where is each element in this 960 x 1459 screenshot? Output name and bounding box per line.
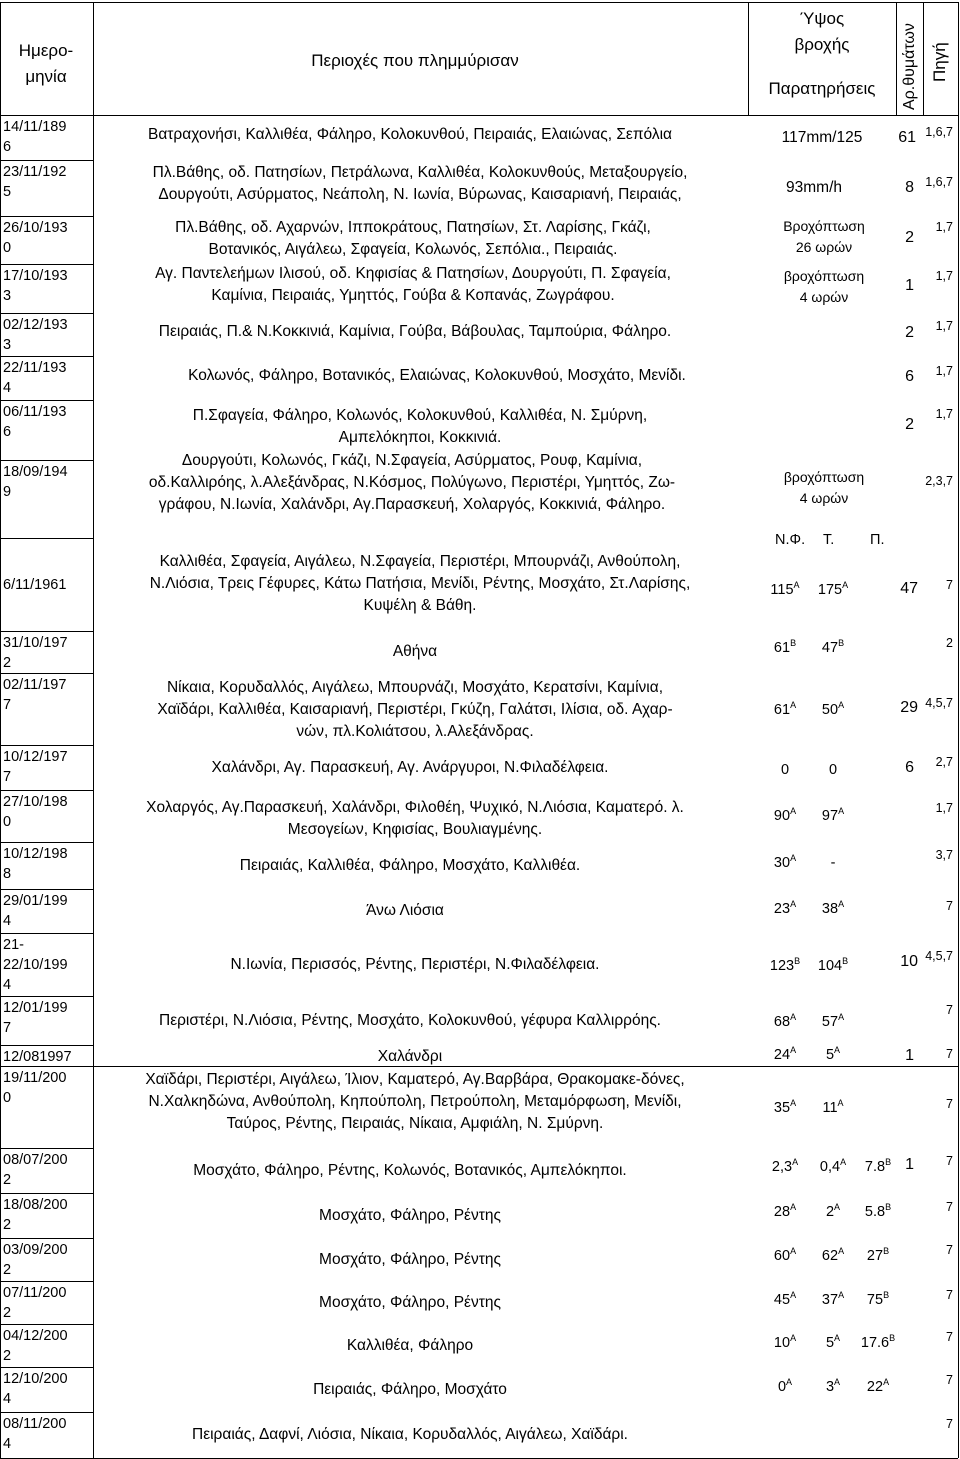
rain-height: 93mm/h [786,179,842,196]
victims-count: 2 [905,229,914,246]
flooded-areas-text: Κολωνός, Φάληρο, Βοτανικός, Ελαιώνας, Κολοκυνθού, Μοσχάτο, Μενίδι. [188,367,686,384]
flooded-areas-text: Χαλάνδρι [377,1048,443,1065]
flooded-areas-text: Χαλάνδρι, Αγ. Παρασκευή, Αγ. Ανάργυροι, Ν.Φιλαδέλφεια. [211,758,609,776]
date-cell: 4 [3,380,12,396]
station-value-t [783,1045,883,1065]
station-marker: Β [883,1246,890,1257]
flooded-areas-text: Αγ. Παντελεήμων Ιλισού, οδ. Κηφισίας & Πατησίων, Δουργούτι, Π. Σφαγεία, [155,265,671,282]
station-header-t: Τ. [823,532,835,548]
date-cell: 0 [3,814,12,830]
flooded-areas-text: Πλ.Βάθης, οδ. Αχαρνών, Ιπποκράτους, Πατησίων, Στ. Λαρίσης, Γκάζι, [175,219,651,236]
station-marker: Α [790,853,797,864]
date-cell: 19/11/200 [3,1070,67,1086]
station-number: 0 [780,762,790,778]
station-number: 45 [773,1292,791,1308]
station-header-p: Π. [870,532,885,548]
station-value-p [828,1246,928,1266]
station-marker: Α [790,1290,797,1301]
victims-count: 8 [905,179,914,196]
flooded-areas-text: Νίκαια, Κορυδαλλός, Αιγάλεω, Μπουρνάζι, Μοσχάτο, Κερατσίνι, Καμίνια, [166,679,664,696]
date-cell: 10/12/198 [3,846,68,862]
date-cell: 26/10/193 [3,220,68,236]
flooded-areas-text: Μοσχάτο, Φάληρο, Ρέντης, Κολωνός, Βοτανικός, Αμπελόκηποι. [193,1161,627,1179]
date-cell: 08/07/200 [3,1152,68,1168]
station-marker: Α [838,899,845,910]
station-number: 22 [866,1379,884,1395]
date-cell: 3 [3,288,12,304]
station-number: 0 [777,1379,787,1395]
victims-count: 6 [905,368,914,385]
flooded-areas-text: Χολαργός, Αγ.Παρασκευή, Χαλάνδρι, Φιλοθέη, Ψυχικό, Ν.Λιόσια, Καματερό. λ. [146,799,684,816]
station-number: 90 [773,808,791,824]
date-cell: 2 [3,1217,12,1233]
source-ref: 2,7 [935,755,953,769]
station-number: 50 [821,702,839,718]
station-marker: Α [790,700,797,711]
date-cell: 06/11/193 [3,404,67,420]
station-header-nf: Ν.Φ. [775,532,806,548]
station-marker: Α [790,1098,797,1109]
station-value-p [825,1377,928,1397]
header-notes-label: Παρατηρήσεις [768,79,876,98]
source-ref: 1,7 [935,801,953,815]
station-number: 17.6 [860,1335,890,1351]
date-cell: 22/10/199 [3,957,68,973]
victims-count: 2 [905,324,914,341]
date-cell: 0 [3,1090,12,1106]
date-cell: 02/11/197 [3,677,67,693]
station-number: 97 [821,808,839,824]
row-separator [0,1324,93,1325]
date-cell: 2 [3,1305,12,1321]
date-cell: 03/09/200 [3,1242,68,1258]
date-cell: 6 [3,139,12,155]
station-number: 10 [773,1335,791,1351]
date-cell: 5 [3,184,12,200]
date-cell: 2 [3,1348,12,1364]
flooded-areas-text: Αμπελόκηποι, Κοκκινιά. [338,429,502,446]
station-marker: Α [842,580,849,591]
source-ref: 3,7 [935,848,953,862]
source-ref: 7 [946,1003,953,1017]
date-cell: 12/01/199 [3,1000,68,1016]
source-ref: 7 [946,1154,953,1168]
date-cell: 10/12/197 [3,749,68,765]
source-ref: 1,6,7 [925,125,953,139]
station-value-t [783,853,883,873]
flooded-areas-text: Ν.Ιωνία, Περισσός, Ρέντης, Περιστέρι, Ν.Φιλαδέλφεια. [230,955,600,973]
station-marker: Α [790,1045,797,1056]
station-marker: Α [834,1333,841,1344]
station-number: 0 [828,762,838,778]
station-number: 23 [773,901,791,917]
rain-duration: βροχόπτωση [783,268,865,284]
victims-count: 1 [905,1047,914,1064]
date-cell: 2 [3,655,12,671]
station-number: 2 [825,1204,835,1220]
station-marker: Α [838,806,845,817]
station-value-t [783,580,883,600]
date-cell: 0 [3,240,12,256]
row-separator [0,264,93,265]
row-separator [0,1367,93,1368]
flooded-areas-text: Βοτανικός, Αιγάλεω, Σφαγεία, Κολωνός, Σεπόλια., Πειραιάς. [208,241,618,258]
station-number: 5 [825,1335,835,1351]
victims-count: 10 [900,953,918,970]
station-number: 61 [773,640,791,656]
flooded-areas-text: Καμίνια, Πειραιάς, Υμηττός, Γούβα & Κοπανάς, Ζωγράφου. [211,287,615,304]
station-number: 35 [773,1100,791,1116]
date-cell: 9 [3,484,12,500]
row-separator [0,460,93,461]
date-cell: 4 [3,1436,12,1452]
date-cell: 2 [3,1172,12,1188]
date-cell: 22/11/193 [3,360,67,376]
station-number: 61 [773,702,791,718]
row-separator [0,538,93,539]
station-marker: Β [790,638,797,649]
date-cell: 6 [3,424,12,440]
date-cell: 27/10/198 [3,794,68,810]
flooded-areas-text: Ταύρος, Ρέντης, Πειραιάς, Νίκαια, Αμφιάλη, Ν. Σμύρνη. [226,1115,604,1132]
station-number: 30 [773,855,791,871]
header-divider [0,115,958,116]
header-source-label: Πηγή [930,42,949,82]
station-number: 27 [866,1248,884,1264]
station-value-t [780,760,883,780]
source-ref: 7 [946,578,953,592]
flooded-areas-text: Άνω Λιόσια [366,902,444,919]
date-cell: 4 [3,1391,12,1407]
flooded-areas-text: Καλλιθέα, Σφαγεία, Αιγάλεω, Ν.Σφαγεία, Περιστέρι, Μπουρνάζι, Ανθούπολη, [159,553,681,570]
station-number: 24 [773,1047,791,1063]
rain-duration: Βροχόπτωση [783,218,865,234]
station-number: 123 [769,958,795,974]
station-marker: Α [834,1202,841,1213]
station-number: 5 [825,1047,835,1063]
flooded-areas-text: Περιστέρι, Ν.Λιόσια, Ρέντης, Μοσχάτο, Κολοκυνθού, γέφυρα Καλλιρρόης. [159,1011,661,1029]
header-victims-label: Αρ.θυμάτων [901,23,918,110]
source-ref: 7 [946,899,953,913]
date-cell: 6/11/1961 [3,577,67,593]
date-cell: 23/11/192 [3,164,67,180]
row-separator [0,996,93,997]
row-separator [0,216,93,217]
station-number: 60 [773,1248,791,1264]
victims-count: 1 [905,1156,914,1173]
rain-duration: 4 ωρών [799,490,849,506]
flooded-areas-text: Κυψέλη & Βάθη. [363,597,477,614]
station-number: 47 [821,640,839,656]
rain-duration: 26 ωρών [795,239,853,255]
station-value-p [828,1290,928,1310]
flooded-areas-text: γράφου, Ν.Ιωνία, Χαλάνδρι, Αγ.Παρασκευή, Χολαργός, Κοκκινιά, Φάληρο. [158,496,666,513]
row-separator [0,790,93,791]
flooded-areas-text: οδ.Καλλιρόης, λ.Αλεξάνδρας, Ν.Κόσμος, Πολύγωνο, Περιστέρι, Υμηττός, Ζω- [148,474,676,491]
station-marker: Α [883,1377,890,1388]
station-marker: Α [838,1290,845,1301]
date-cell: 2 [3,1262,12,1278]
station-marker: Α [790,1333,797,1344]
date-cell: 8 [3,866,12,882]
victims-count: 2 [905,416,914,433]
station-marker: Β [794,956,801,967]
row-separator [0,160,93,161]
date-cell: 7 [3,697,12,713]
source-ref: 7 [946,1288,953,1302]
station-marker: Β [842,956,849,967]
date-cell: 4 [3,977,12,993]
station-value-p [828,1157,928,1177]
date-cell: 7 [3,1020,12,1036]
flooded-areas-text: Χαϊδάρι, Περιστέρι, Αιγάλεω, Ίλιον, Καματερό, Αγ.Βαρβάρα, Θρακομακε-δόνες, [145,1071,685,1088]
station-number: - [830,855,836,871]
station-marker: Α [840,1157,847,1168]
flooded-areas-text: Πειραιάς, Καλλιθέα, Φάληρο, Μοσχάτο, Καλλιθέα. [239,856,581,874]
row-separator [0,1045,93,1046]
date-cell: 7 [3,769,12,785]
date-cell: 31/10/197 [3,635,68,651]
station-number: 5.8 [864,1204,886,1220]
row-separator [0,1148,93,1149]
source-ref: 7 [946,1047,953,1061]
date-cell: 12/10/200 [3,1371,68,1387]
rain-duration: βροχόπτωση [783,469,865,485]
station-value-p [825,1333,928,1353]
source-ref: 2 [946,636,953,650]
flooded-areas-text: Μοσχάτο, Φάληρο, Ρέντης [319,1293,501,1311]
station-number: 11 [822,1100,838,1116]
source-ref: 4,5,7 [925,696,953,710]
row-separator [0,1281,93,1282]
row-separator [0,1238,93,1239]
flooded-areas-text: Χαϊδάρι, Καλλιθέα, Καισαριανή, Περιστέρι, Γκύζη, Γαλάτσι, Ιλίσια, οδ. Αχαρ- [157,701,673,718]
victims-count: 29 [900,699,918,716]
station-marker: Α [792,1157,799,1168]
date-cell: 08/11/200 [3,1416,67,1432]
flooded-areas-text: Δουργούτι, Κολωνός, Γκάζι, Ν.Σφαγεία, Ασύρματος, Ρουφ, Καμίνια, [181,452,643,469]
station-value-t [783,1098,883,1118]
station-marker: Α [834,1377,841,1388]
station-number: 28 [773,1204,791,1220]
station-marker: Α [790,1012,797,1023]
flooded-areas-text: Πλ.Βάθης, οδ. Πατησίων, Πετράλωνα, Καλλιθέα, Κολοκυνθούς, Μεταξουργείο, [152,164,688,181]
station-number: 7.8 [864,1159,886,1175]
date-cell: 29/01/199 [3,893,68,909]
source-ref: 1,7 [935,220,953,234]
station-number: 104 [817,958,843,974]
row-separator [0,313,93,314]
date-cell: 02/12/193 [3,317,68,333]
source-ref: 1,6,7 [925,175,953,189]
station-marker: Α [838,700,845,711]
date-cell: 18/08/200 [3,1197,68,1213]
station-marker: Α [837,1098,844,1109]
station-number: 175 [817,582,843,598]
flooded-areas-text: Ν.Λιόσια, Τρεις Γέφυρες, Κάτω Πατήσια, Μενίδι, Ρέντης, Μοσχάτο, Στ.Λαρίσης, [149,575,691,592]
row-separator [0,842,93,843]
victims-count: 61 [898,129,916,146]
date-cell: 04/12/200 [3,1328,68,1344]
flooded-areas-text: Μεσογείων, Κηφισίας, Βουλιαγμένης. [287,821,543,838]
source-ref: 7 [946,1200,953,1214]
station-value-t [783,1012,883,1032]
row-separator [0,889,93,890]
victims-count: 47 [900,580,918,597]
header-rain-label: βροχής [794,35,850,54]
station-marker: Α [790,1202,797,1213]
station-number: 2,3 [771,1159,793,1175]
station-number: 57 [821,1014,839,1030]
flooded-areas-text: Αθήνα [392,643,438,660]
flooded-areas-text: Ν.Χαλκηδώνα, Ανθούπολη, Κηπούπολη, Πετρούπολη, Μεταμόρφωση, Μενίδι, [148,1093,682,1110]
header-areas-label: Περιοχές που πλημμύρισαν [311,51,519,70]
source-ref: 1,7 [935,407,953,421]
station-number: 38 [821,901,839,917]
flooded-areas-text: Μοσχάτο, Φάληρο, Ρέντης [319,1206,501,1224]
flooded-areas-text: νών, πλ.Κολιάτσου, λ.Αλεξάνδρας. [296,723,534,740]
source-ref: 7 [946,1330,953,1344]
station-marker: Α [838,1012,845,1023]
source-ref: 1,7 [935,319,953,333]
source-ref: 1,7 [935,364,953,378]
station-number: 75 [866,1292,884,1308]
date-cell: 17/10/193 [3,268,68,284]
row-separator [0,745,93,746]
header-rain-label: Ύψος [799,9,845,28]
source-ref: 2,3,7 [925,474,953,488]
flooded-areas-text: Π.Σφαγεία, Φάληρο, Κολωνός, Κολοκυνθού, Καλλιθέα, Ν. Σμύρνη, [192,407,648,424]
source-ref: 7 [946,1243,953,1257]
station-marker: Α [790,806,797,817]
flooded-areas-text: Βατραχονήσι, Καλλιθέα, Φάληρο, Κολοκυνθού, Πειραιάς, Ελαιώνας, Σεπόλια [148,126,672,143]
source-ref: 7 [946,1097,953,1111]
date-column-divider [93,2,94,1458]
station-marker: Β [838,638,845,649]
flooded-areas-text: Καλλιθέα, Φάληρο [346,1336,474,1354]
station-number: 68 [773,1014,791,1030]
table-border-left [0,2,1,1458]
station-marker: Β [889,1333,896,1344]
rain-height: 117mm/125 [781,129,863,146]
victims-count: 1 [905,277,914,294]
station-number: 37 [821,1292,839,1308]
station-value-t [783,956,883,976]
row-separator [0,400,93,401]
flooded-areas-text: Πειραιάς, Π.& Ν.Κοκκινιά, Καμίνια, Γούβα, Βάβουλας, Ταμπούρια, Φάληρο. [158,323,672,340]
station-marker: Β [885,1157,892,1168]
date-cell: 4 [3,913,12,929]
row-separator [0,631,93,632]
station-marker: Α [834,1045,841,1056]
date-cell: 18/09/194 [3,464,68,480]
station-value-t [783,638,883,658]
station-number: 115 [770,582,794,598]
flooded-areas-text: Μοσχάτο, Φάληρο, Ρέντης [319,1250,501,1268]
station-value-t [783,806,883,826]
station-number: 0,4 [819,1159,841,1175]
date-cell: 21- [3,937,24,953]
date-cell: 12/081997 [3,1049,72,1065]
station-number: 3 [825,1379,835,1395]
station-marker: Α [793,580,800,591]
station-value-t [783,899,883,919]
flooded-areas-text: Πειραιάς, Φάληρο, Μοσχάτο [313,1380,507,1398]
row-separator [0,1412,93,1413]
table-border-top [0,2,958,3]
station-number: 62 [821,1248,839,1264]
row-separator [0,356,93,357]
date-cell: 3 [3,337,12,353]
flooded-areas-text: Πειραιάς, Δαφνί, Λιόσια, Νίκαια, Κορυδαλλός, Αιγάλεω, Χαϊδάρι. [192,1426,628,1443]
row-separator [0,673,93,674]
header-date-label: μηνία [25,67,67,86]
victims-count: 6 [905,759,914,776]
date-cell: 14/11/189 [3,119,67,135]
station-value-t [783,700,883,720]
source-ref: 7 [946,1373,953,1387]
station-marker: Α [838,1246,845,1257]
source-ref: 4,5,7 [925,949,953,963]
station-value-p [825,1202,928,1222]
row-separator [0,933,93,934]
row-separator [0,1193,93,1194]
station-marker: Β [885,1202,892,1213]
flooded-areas-text: Δουργούτι, Ασύρματος, Νεάπολη, Ν. Ιωνία, Βύρωνας, Καισαριανή, Πειραιάς, [158,186,682,203]
date-cell: 07/11/200 [3,1285,67,1301]
source-ref: 1,7 [935,269,953,283]
header-date-label: Ημερο- [18,41,74,60]
station-marker: Α [786,1377,793,1388]
station-marker: Β [883,1290,890,1301]
source-ref: 7 [946,1417,953,1431]
station-marker: Α [790,899,797,910]
rain-duration: 4 ωρών [799,289,849,305]
station-marker: Α [790,1246,797,1257]
